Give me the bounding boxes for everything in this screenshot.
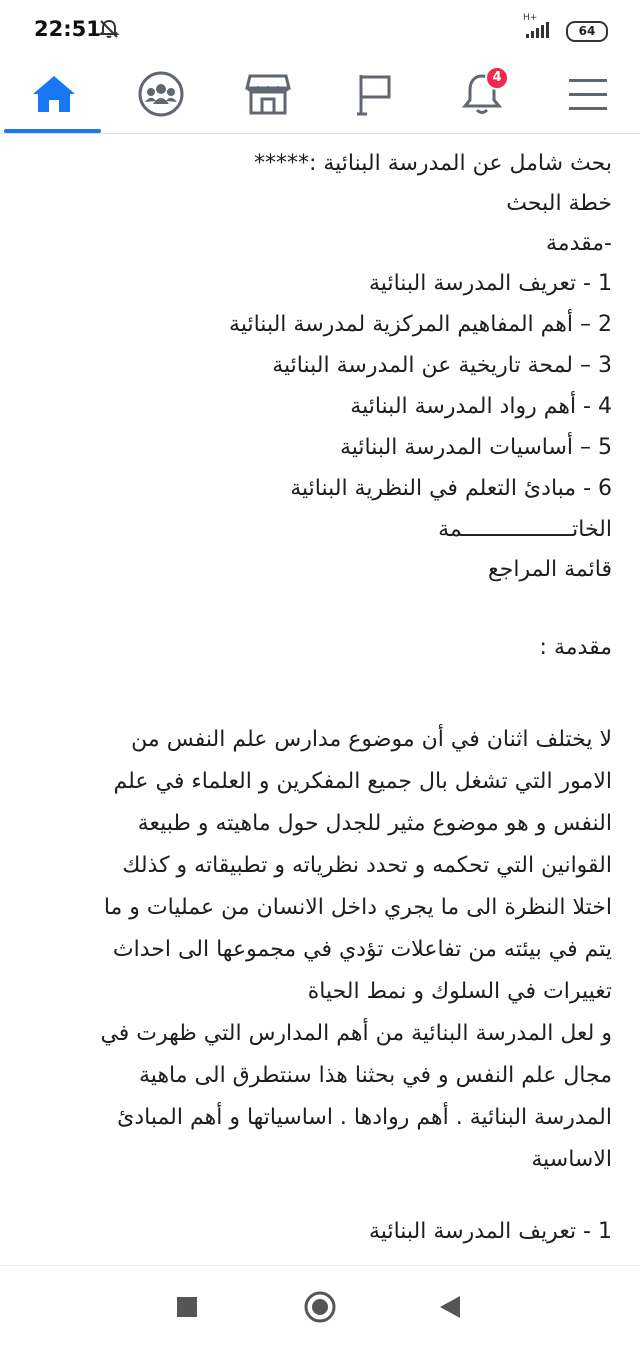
toc-item: 6 - مبادئ التعلم في النظرية البنائية	[290, 476, 612, 501]
nav-groups-tab[interactable]	[107, 60, 214, 132]
section-1-heading: 1 - تعريف المدرسة البنائية	[369, 1219, 612, 1244]
signal-strength-icon	[522, 17, 556, 45]
pages-flag-icon	[355, 72, 395, 120]
nav-pages-tab[interactable]	[321, 60, 428, 132]
back-button[interactable]	[410, 1266, 490, 1352]
paragraph-line: النفس و هو موضوع مثير للجدل حول ماهيته و طبيعة	[137, 811, 612, 836]
marketplace-icon	[245, 72, 291, 120]
post-title: بحث شامل عن المدرسة البنائية :*****	[253, 151, 612, 176]
circle-icon	[303, 1290, 337, 1328]
menu-icon	[567, 76, 609, 116]
toc-item: 2 – أهم المفاهيم المركزية لمدرسة البنائية	[229, 312, 612, 337]
toc-intro-item: -مقدمة	[546, 231, 612, 256]
paragraph-line: الاساسية	[531, 1147, 612, 1172]
paragraph-line: الامور التي تشغل بال جميع المفكرين و العلماء في علم	[113, 769, 612, 794]
paragraph-line: و لعل المدرسة البنائية من أهم المدارس التي ظهرت في	[100, 1021, 612, 1046]
status-bar	[0, 0, 640, 60]
spacer	[30, 590, 612, 628]
top-navigation-bar	[0, 60, 640, 134]
paragraph-line: المدرسة البنائية . أهم روادها . اساسياتها و أهم المبادئ	[117, 1105, 612, 1130]
intro-heading: مقدمة :	[539, 635, 612, 660]
nav-home-tab[interactable]	[0, 60, 107, 132]
toc-references: قائمة المراجع	[488, 557, 612, 582]
triangle-back-icon	[438, 1294, 462, 1324]
paragraph-line: اختلا النظرة الى ما يجري داخل الانسان من عمليات و ما	[103, 895, 612, 920]
system-navigation-bar	[0, 1265, 640, 1352]
square-icon	[176, 1296, 198, 1322]
toc-item: 5 – أساسيات المدرسة البنائية	[340, 435, 612, 460]
spacer	[30, 1182, 612, 1212]
paragraph-line: تغييرات في السلوك و نمط الحياة	[307, 979, 612, 1004]
toc-conclusion: الخاتـــــــــــــــــمة	[438, 517, 612, 542]
notification-count-badge: 4	[485, 66, 509, 90]
paragraph-line: لا يختلف اثنان في أن موضوع مدارس علم النفس من	[131, 727, 612, 752]
groups-icon	[137, 70, 185, 122]
home-icon	[31, 74, 77, 118]
home-button[interactable]	[280, 1266, 360, 1352]
notifications-muted-icon	[98, 18, 120, 44]
toc-item: 4 - أهم رواد المدرسة البنائية	[350, 394, 612, 419]
plan-heading: خطة البحث	[506, 191, 612, 216]
spacer	[30, 668, 612, 720]
post-content	[0, 134, 640, 1264]
post-text	[0, 144, 640, 1252]
active-tab-indicator	[4, 129, 101, 133]
toc-item: 3 – لمحة تاريخية عن المدرسة البنائية	[272, 353, 612, 378]
nav-menu-tab[interactable]	[534, 60, 640, 132]
network-type-label: H+	[523, 13, 538, 23]
paragraph-line: القوانين التي تحكمه و تحدد نظرياته و تطبيقاته و كذلك	[122, 853, 612, 878]
recent-apps-button[interactable]	[147, 1266, 227, 1352]
nav-notifications-tab[interactable]	[428, 60, 535, 132]
toc-item: 1 - تعريف المدرسة البنائية	[369, 271, 612, 296]
paragraph-line: مجال علم النفس و في بحثنا هذا سنتطرق الى ماهية	[139, 1063, 612, 1088]
status-time: 22:51	[34, 17, 101, 41]
battery-indicator: 64	[566, 21, 608, 42]
paragraph-line: يتم في بيئته من تفاعلات تؤدي في مجموعها الى احداث	[112, 937, 612, 962]
nav-marketplace-tab[interactable]	[214, 60, 321, 132]
